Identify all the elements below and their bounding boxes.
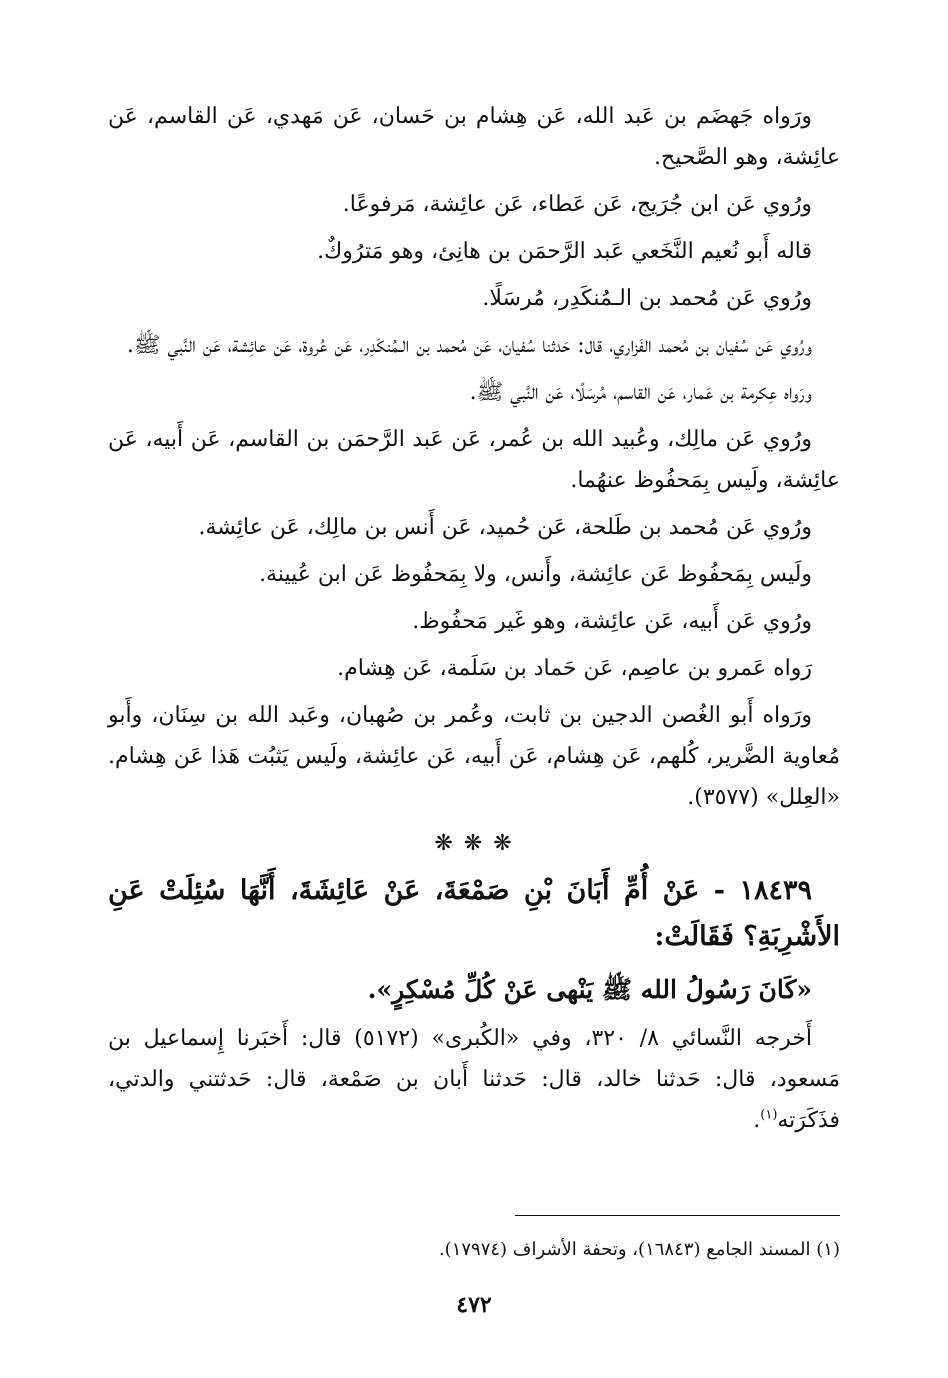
paragraph-2: ورُوي عَن ابن جُرَيج، عَن عَطاء، عَن عائِشة، مَرفوعًا. [342, 192, 812, 217]
hadith-matn: «كَانَ رَسُولُ الله ﷺ يَنْهى عَنْ كُلِّ مُسْكِرٍ». [367, 975, 812, 1004]
paragraph-8: ورُوي عَن مُحمد بن طَلحة، عَن حُميد، عَن أَنس بن مالِك، عَن عائِشة. [198, 515, 812, 540]
page-body [108, 96, 840, 1147]
paragraph-3: قاله أَبو نُعيم النَّخَعي عَبد الرَّحمَن بن هانِئ، وهو مَترُوكٌ. [317, 239, 812, 264]
paragraph-10: ورُوي عَن أَبيه، عَن عائِشة، وهو غَير مَحفُوظ. [412, 609, 812, 634]
paragraph-11: رَواه عَمرو بن عاصِم، عَن حَماد بن سَلَمة، عَن هِشام. [337, 656, 812, 681]
hadith-takhrij [108, 1018, 840, 1141]
hadith-heading: ١٨٤٣٩ - عَنْ أُمِّ أَبَانَ بْنِ صَمْعَةَ، عَنْ عَائِشَةَ، أَنَّهَا سُئِلَتْ عَنِ الأَشْرِبَةِ؟ فَقَالَتْ: [108, 875, 840, 952]
footnote-marker: (١) [760, 1107, 778, 1123]
paragraph-5: ورُوي عَن سُفيان بن مُحمد الفَزاري، قال: حَدثنا سُفيان، عَن مُحمد بن الـمُنكَدِر، عَن عُروة، عَن عائِشة، عَن النَّبي ﷺ. [126, 333, 812, 358]
footnote-divider [515, 1215, 840, 1216]
paragraph-4: ورُوي عَن مُحمد بن الـمُنكَدِر، مُرسَلًا. [482, 286, 812, 311]
takhrij-end: . [753, 1108, 761, 1133]
footnote: (١) المسند الجامع (١٦٨٤٣)، وتحفة الأشراف (١٧٩٧٤). [438, 1239, 840, 1260]
takhrij-text: أَخرجه النَّسائي ٨/ ٣٢٠، وفي «الكُبرى» (٥١٧٢) قال: أَخبَرنا إِسماعيل بن مَسعود، قال: حَدثنا خالد، قال: حَدثنا أَبان بن صَمْعة، قال: حَدثتني والدتي، فذَكَرَته [108, 1026, 840, 1133]
paragraph-9: ولَيس بِمَحفُوظ عَن عائِشة، وأَنس، ولا بِمَحفُوظ عَن ابن عُيينة. [259, 562, 812, 587]
paragraph-1: ورَواه جَهضَم بن عَبد الله، عَن هِشام بن حَسان، عَن مَهدي، عَن القاسم، عَن عائِشة، وهو الصَّحيح. [108, 104, 840, 170]
paragraph-6: ورَواه عِكرمة بن عَمار، عَن القاسم، مُرسَلًا، عَن النَّبي ﷺ. [469, 380, 812, 405]
section-separator: ❋ ❋ ❋ [434, 831, 514, 856]
page-number: ٤٧٢ [456, 1292, 492, 1318]
paragraph-7: ورُوي عَن مالِك، وعُبيد الله بن عُمر، عَن عَبد الرَّحمَن بن القاسم، عَن أَبيه، عَن عائِشة، ولَيس بِمَحفُوظ عنهُما. [108, 427, 840, 493]
paragraph-12: ورَواه أَبو الغُصن الدجين بن ثابت، وعُمر بن صُهبان، وعَبد الله بن سِنَان، وأَبو مُعاوية الضَّرير، كُلهم، عَن هِشام، عَن أَبيه، عَن عائِشة، ولَيس يَثبُت هَذا عَن هِشام. «العِلل» (٣٥٧٧). [108, 703, 840, 810]
